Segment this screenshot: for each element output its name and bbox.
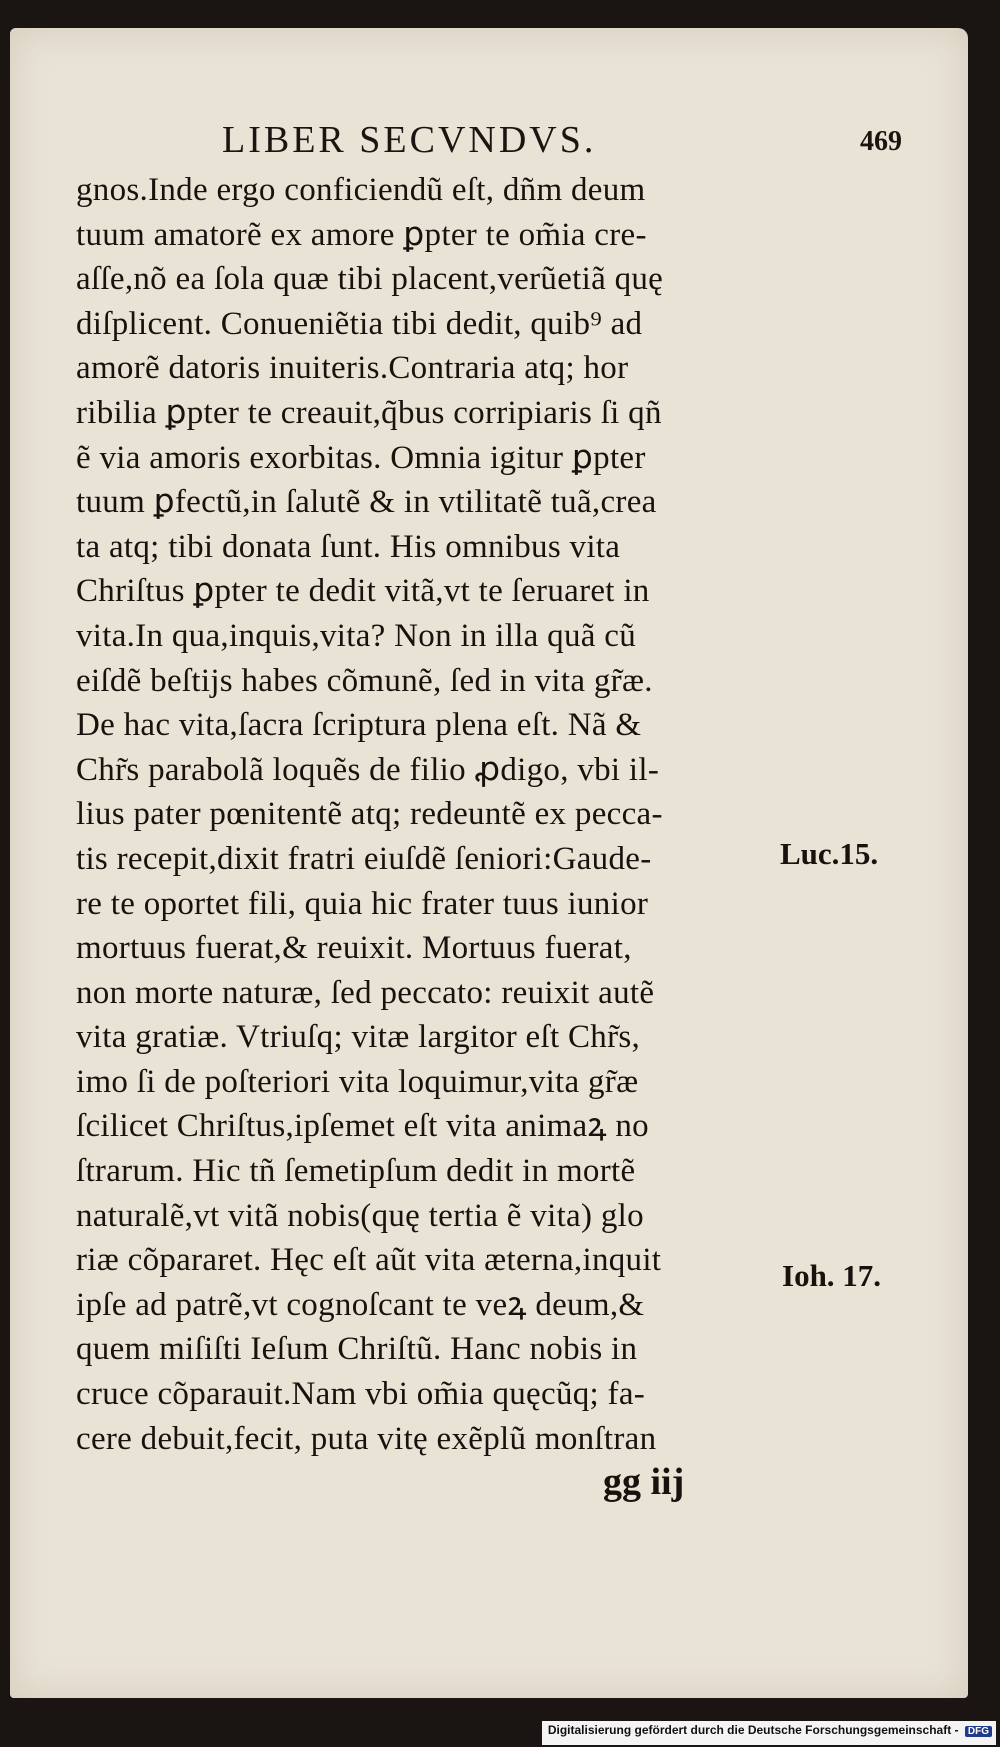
margin-note-luke: Luc.15. — [780, 836, 879, 871]
text-line: amorẽ datoris inuiteris.Contraria atq; hor — [76, 350, 629, 387]
text-line: gnos.Inde ergo conficiendũ eſt, dñm deum — [76, 172, 646, 208]
text-line: cere debuit,fecit, puta vitę exẽplũ monſtran — [76, 1420, 657, 1457]
credit-text: Digitalisierung gefördert durch die Deutsche Forschungsgemeinschaft - — [547, 1723, 959, 1737]
text-line: tuum ꝑfectũ,in ſalutẽ & in vtilitatẽ tuã,crea — [76, 484, 657, 521]
dfg-logo: DFG — [965, 1726, 992, 1737]
text-line: ribilia ꝑpter te creauit,q̃bus corripiaris ſi qñ — [76, 394, 662, 431]
text-line: lius pater pœnitentẽ atq; redeuntẽ ex pecca- — [76, 796, 663, 833]
text-line: quem miſiſti Ieſum Chriſtũ. Hanc nobis in — [76, 1331, 638, 1368]
text-line: vita.In qua,inquis,vita? Non in illa quã cũ — [76, 617, 637, 654]
text-line: re te oportet fili, quia hic frater tuus iunior — [76, 885, 649, 922]
text-line: tis recepit,dixit fratri eiuſdẽ ſeniori:Gaude- — [76, 840, 652, 877]
margin-note-john: Ioh. 17. — [782, 1258, 882, 1293]
text-line: naturalẽ,vt vitã nobis(quę tertia ẽ vita) glo — [76, 1197, 644, 1234]
text-line: riæ cõpararet. Hęc eſt aũt vita æterna,inquit — [76, 1242, 662, 1279]
text-line: ſtrarum. Hic tñ ſemetipſum dedit in mortẽ — [76, 1153, 636, 1190]
text-line: Chriſtus ꝑpter te dedit vitã,vt te ſeruaret in — [76, 573, 650, 610]
signature-mark: gg iij — [603, 1461, 685, 1503]
text-line: diſplicent. Conueniẽtia tibi dedit, quib⁹ ad — [76, 305, 643, 342]
text-line: ta atq; tibi donata ſunt. His omnibus vita — [76, 528, 621, 565]
page-number: 469 — [860, 126, 902, 157]
page-header — [222, 118, 902, 168]
text-line: vita gratiæ. Vtriuſq; vitæ largitor eſt Chr̃s, — [76, 1019, 641, 1056]
text-line: aſſe,nõ ea ſola quæ tibi placent,verũetiã quę — [76, 261, 664, 298]
text-line: eiſdẽ beſtijs habes cõmunẽ, ſed in vita gr̃æ. — [76, 662, 653, 699]
digitization-credit — [542, 1721, 996, 1745]
text-line: imo ſi de poſteriori vita loquimur,vita gr̃æ — [76, 1063, 639, 1100]
text-line: cruce cõparauit.Nam vbi om̃ia quęcũq; fa- — [76, 1376, 646, 1413]
text-line: mortuus fuerat,& reuixit. Mortuus fuerat, — [76, 930, 632, 967]
text-line: Chr̃s parabolã loquẽs de filio ꝓdigo, vbi il- — [76, 751, 660, 788]
text-line: non morte naturæ, ſed peccato: reuixit autẽ — [76, 974, 655, 1011]
text-line: ẽ via amoris exorbitas. Omnia igitur ꝑpter — [76, 439, 646, 476]
text-line: tuum amatorẽ ex amore ꝑpter te om̃ia cre- — [76, 216, 647, 253]
text-line: ſcilicet Chriſtus,ipſemet eſt vita animaꝝ no — [76, 1108, 649, 1145]
text-line: ipſe ad patrẽ,vt cognoſcant te veꝝ deum,& — [76, 1286, 645, 1323]
text-line: De hac vita,ſacra ſcriptura plena eſt. Nã & — [76, 707, 642, 744]
running-title: LIBER SECVNDVS. — [222, 119, 597, 161]
main-text-block — [76, 168, 776, 1461]
